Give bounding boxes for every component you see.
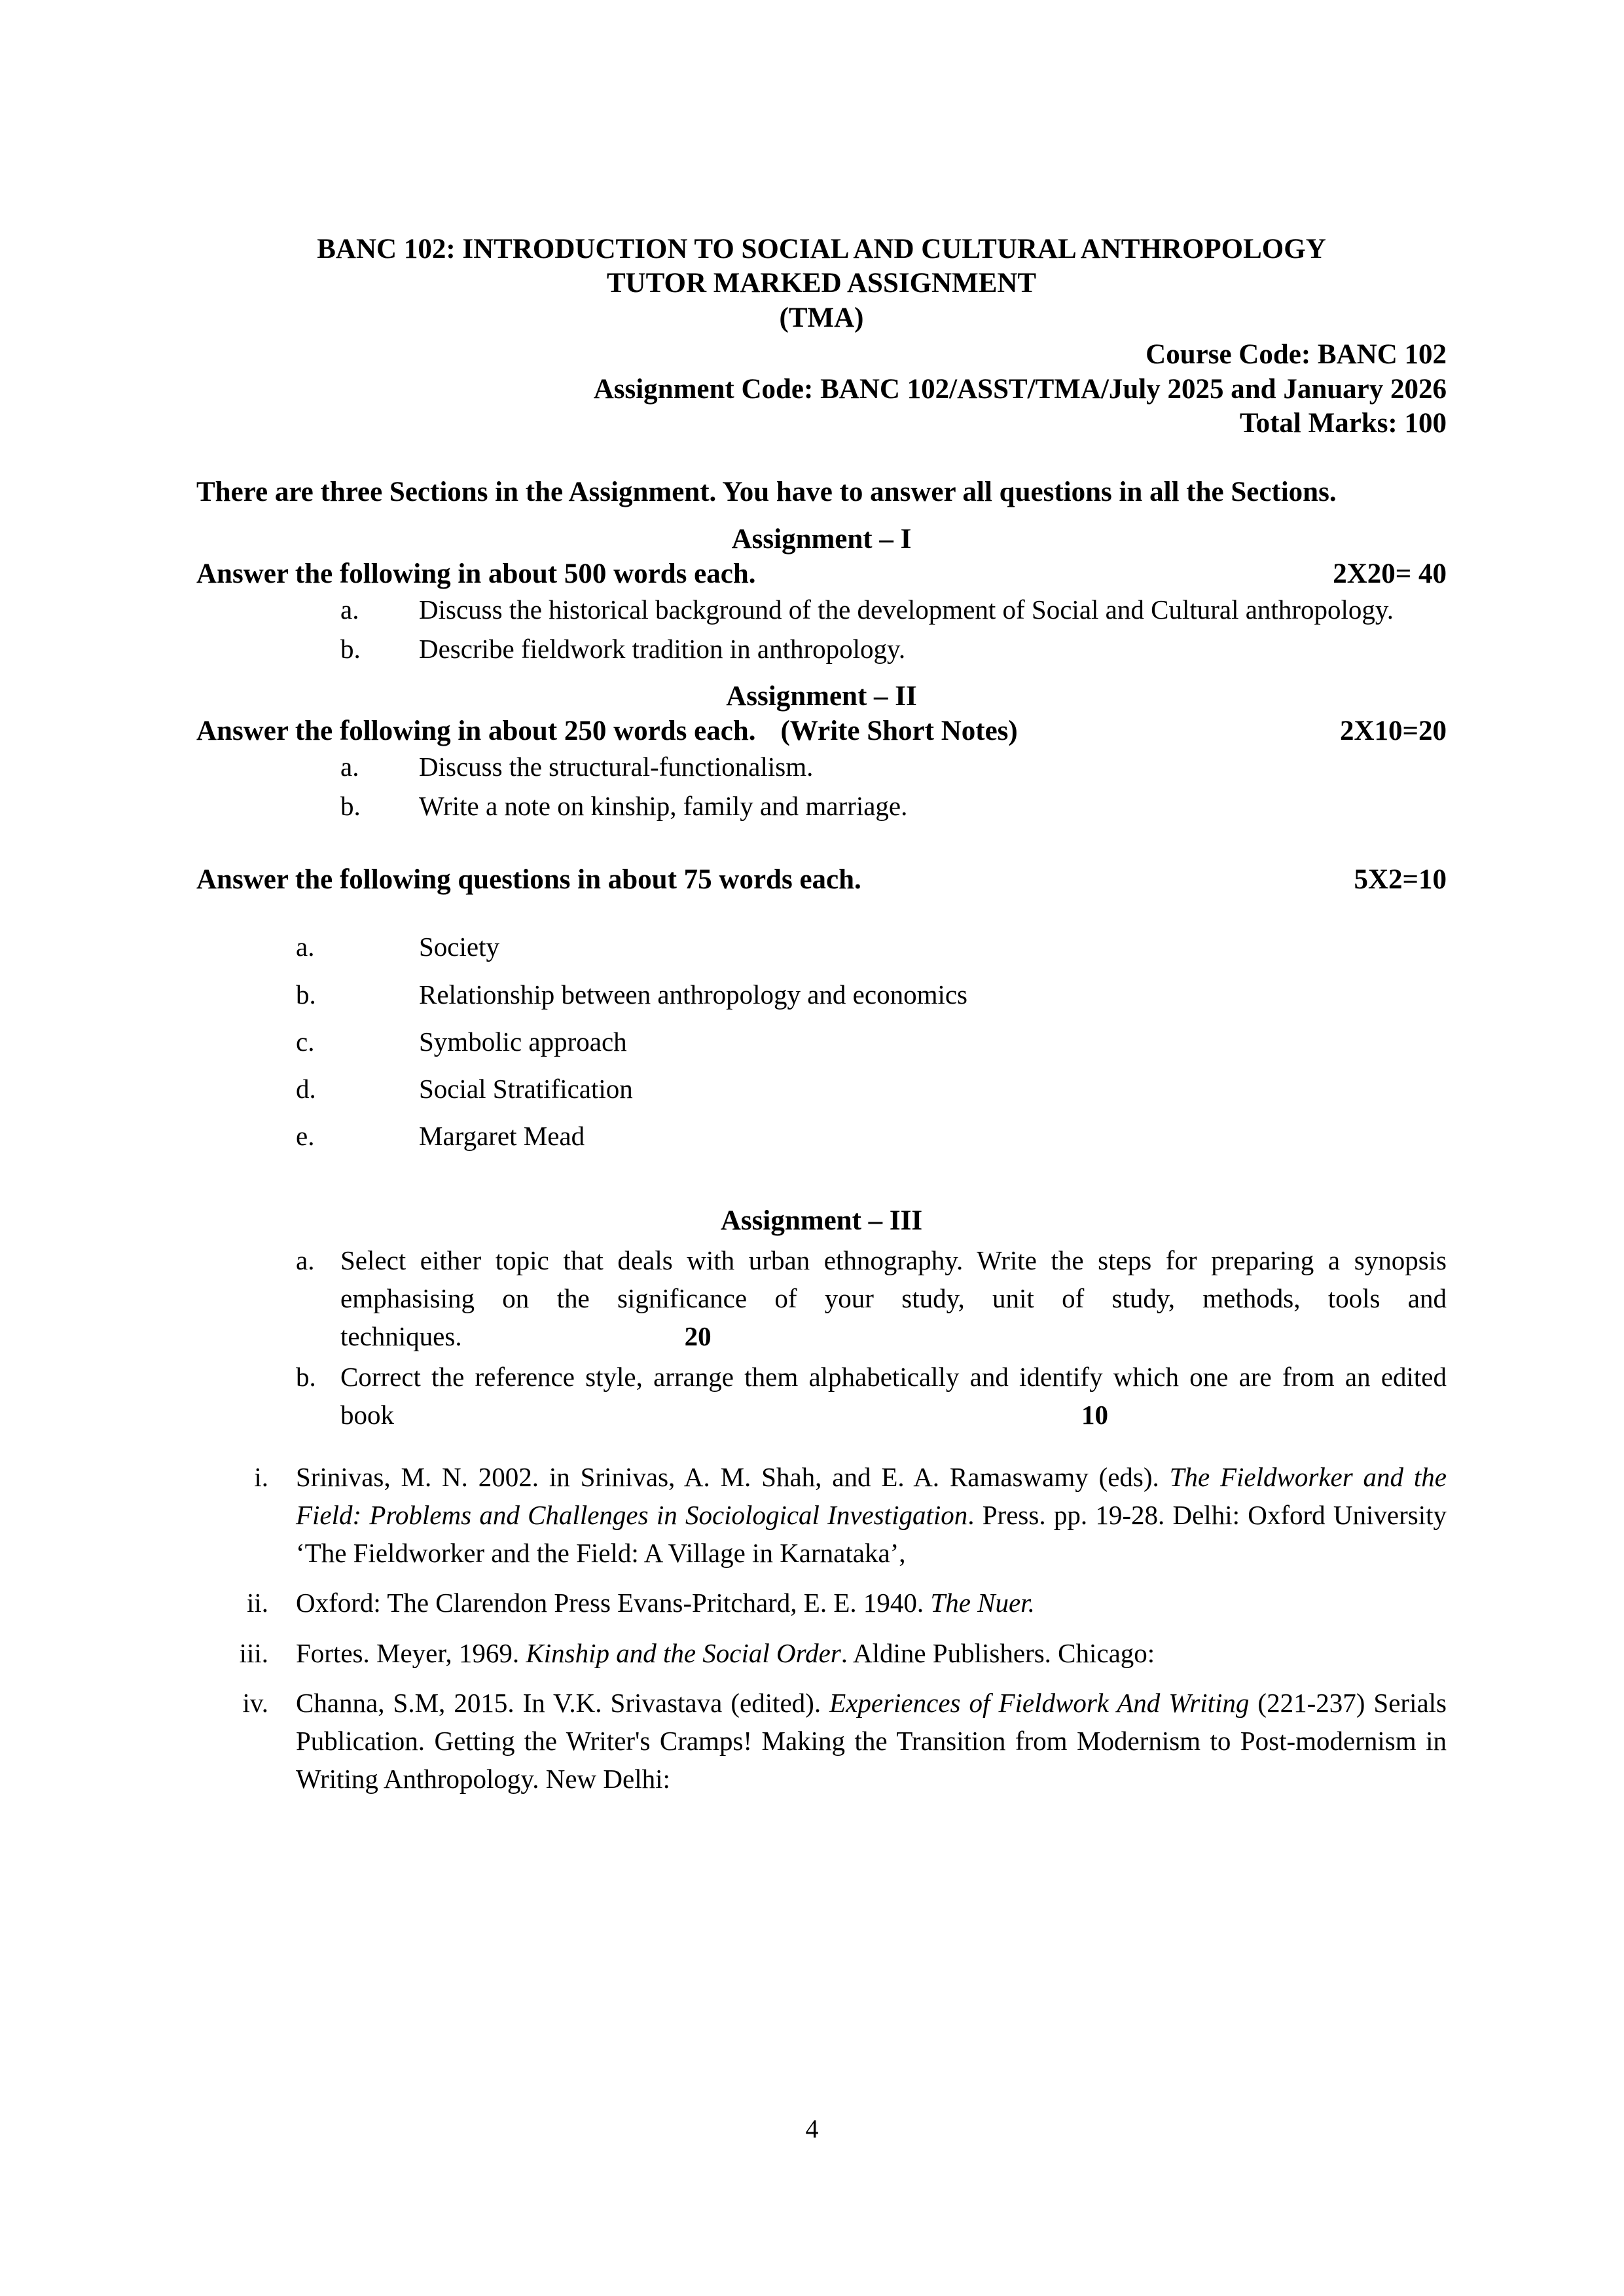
reference-text <box>296 1584 1447 1622</box>
list-marker: iii. <box>239 1637 268 1668</box>
item-marks: 20 <box>684 1321 712 1352</box>
list-item-text <box>340 1241 1447 1356</box>
assignment-2-instruction-row <box>196 717 1447 745</box>
reference-item <box>196 1584 1447 1622</box>
title-line-1: BANC 102: INTRODUCTION TO SOCIAL AND CULTURAL ANTHROPOLOGY <box>317 234 1326 264</box>
list-marker: ii. <box>246 1588 268 1618</box>
list-marker: b. <box>340 633 361 664</box>
short-answer-item <box>196 975 1447 1013</box>
item-marks: 10 <box>1081 1400 1108 1430</box>
list-marker: d. <box>296 1074 316 1104</box>
assignment-2-marks: 2X10=20 <box>1339 716 1447 747</box>
list-marker: a. <box>340 752 359 782</box>
reference-part-1: Fortes. Meyer, 1969. <box>296 1637 526 1668</box>
course-code: Course Code: BANC 102 <box>1146 339 1447 371</box>
assignment-1-item <box>196 630 1447 668</box>
reference-part-1: Srinivas, M. N. 2002. in Srinivas, A. M. Shah, and E. A. Ramaswamy (eds). <box>296 1461 1170 1492</box>
reference-title: Experiences of Fieldwork And Writing <box>829 1687 1250 1718</box>
reference-part-2: . Aldine Publishers. Chicago: <box>840 1637 1155 1668</box>
reference-part-1: Channa, S.M, 2015. In V.K. Srivastava (edited). <box>296 1687 830 1718</box>
reference-part-2: (221-237) Serials Publication. Getting the Writer's Cramps! Making the Transition from Modernism to Post-modernism in Writing Anthropology. New Delhi: <box>296 1687 1447 1795</box>
reference-text <box>296 1458 1447 1573</box>
list-marker: e. <box>296 1121 315 1152</box>
document-content <box>196 232 1447 1798</box>
assignment-code: Assignment Code: BANC 102/ASST/TMA/July 2025 and January 2026 <box>593 373 1447 405</box>
list-marker: b. <box>296 1362 316 1393</box>
list-item-text: Society <box>419 932 499 962</box>
list-item-text: Social Stratification <box>419 1074 633 1104</box>
list-marker: iv. <box>242 1687 268 1718</box>
list-marker: a. <box>296 932 315 962</box>
reference-title: The Fieldworker and the Field: Problems and Challenges in Sociological Investigation <box>296 1461 1447 1530</box>
short-answer-item <box>196 1117 1447 1155</box>
intro-paragraph: There are three Sections in the Assignment. You have to answer all questions in all the Sections. <box>196 476 1337 507</box>
reference-text <box>296 1634 1447 1672</box>
reference-part-1: Oxford: The Clarendon Press Evans-Pritchard, E. E. 1940. <box>296 1588 931 1618</box>
short-answer-item <box>196 1070 1447 1108</box>
list-marker: i. <box>254 1461 268 1492</box>
short-answer-instruction: Answer the following questions in about 75 words each. <box>196 864 861 896</box>
spacer <box>196 1156 1447 1192</box>
reference-title: The Nuer. <box>930 1588 1035 1618</box>
reference-part-2: . Press. pp. 19-28. Delhi: Oxford University ‘The Fieldworker and the Field: A Village in Karnataka’, <box>296 1499 1447 1569</box>
item-body: Select either topic that deals with urban ethnography. Write the steps for preparing a synopsis emphasising on the significance of your study, unit of study, methods, tools and techniques. <box>340 1245 1447 1352</box>
list-item-text: Discuss the historical background of the development of Social and Cultural anthropology. <box>419 594 1394 625</box>
list-item-text: Write a note on kinship, family and marriage. <box>419 791 908 822</box>
assignment-2-instruction: Answer the following in about 250 words each. <box>196 716 756 747</box>
list-item-text: Relationship between anthropology and economics <box>419 979 968 1010</box>
reference-text <box>296 1684 1447 1798</box>
list-item-text: Margaret Mead <box>419 1121 585 1152</box>
reference-item <box>196 1458 1447 1573</box>
assignment-3-item <box>196 1358 1447 1434</box>
assignment-1-instruction: Answer the following in about 500 words each. <box>196 558 756 589</box>
page-number: 4 <box>805 2114 819 2143</box>
reference-item <box>196 1634 1447 1672</box>
short-answer-instruction-row <box>196 866 1447 894</box>
list-marker: a. <box>296 1245 315 1275</box>
list-item-text: Describe fieldwork tradition in anthropology. <box>419 633 906 664</box>
assignment-2-instruction-extra: (Write Short Notes) <box>780 716 1018 747</box>
spacer <box>196 896 1447 919</box>
list-item-text: Discuss the structural-functionalism. <box>419 752 814 782</box>
item-body: Correct the reference style, arrange them alphabetically and identify which one are from an edited book <box>340 1362 1447 1430</box>
assignment-1-marks: 2X20= 40 <box>1333 558 1447 589</box>
list-marker: a. <box>340 594 359 625</box>
assignment-1-heading: Assignment – I <box>731 523 912 555</box>
title-line-2: TUTOR MARKED ASSIGNMENT <box>606 268 1037 299</box>
reference-item <box>196 1684 1447 1798</box>
list-marker: b. <box>340 791 361 822</box>
assignment-3-item <box>196 1241 1447 1356</box>
assignment-2-heading: Assignment – II <box>726 681 917 712</box>
spacer <box>196 825 1447 862</box>
document-title <box>196 232 1447 335</box>
assignment-2-item <box>196 787 1447 825</box>
list-marker: c. <box>296 1026 315 1057</box>
short-answer-marks: 5X2=10 <box>1354 864 1447 896</box>
course-meta <box>196 338 1447 441</box>
list-marker: b. <box>296 979 316 1010</box>
spacer <box>196 1434 1447 1446</box>
assignment-1-item <box>196 591 1447 629</box>
assignment-2-item <box>196 748 1447 786</box>
list-item-text <box>340 1358 1447 1434</box>
reference-title: Kinship and the Social Order <box>526 1637 841 1668</box>
short-answer-item <box>196 1023 1447 1061</box>
list-item-text: Symbolic approach <box>419 1026 627 1057</box>
total-marks: Total Marks: 100 <box>1239 408 1447 439</box>
assignment-3-heading: Assignment – III <box>720 1205 923 1236</box>
short-answer-item <box>196 928 1447 966</box>
assignment-1-instruction-row <box>196 560 1447 588</box>
title-line-3: (TMA) <box>779 302 864 333</box>
